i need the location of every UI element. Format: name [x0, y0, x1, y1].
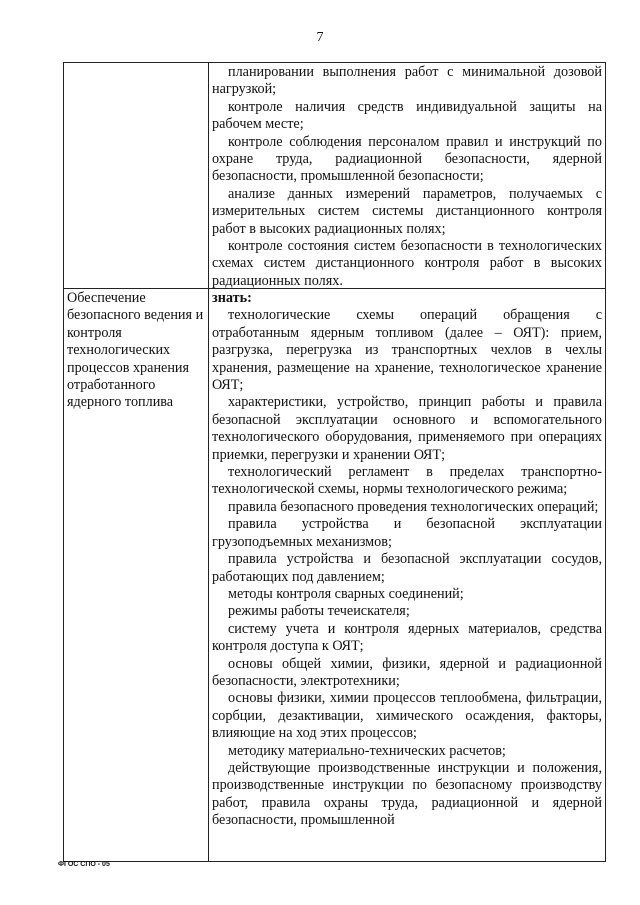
row2-requirements-cell — [212, 290, 602, 830]
know-heading: знать: — [212, 290, 252, 306]
requirement-item: основы общей химии, физики, ядерной и радиационной безопасности, электротехники; — [212, 655, 602, 689]
requirement-item: правила устройства и безопасной эксплуатации грузоподъемных механизмов; — [212, 516, 602, 550]
requirement-item: характеристики, устройство, принцип работы и правила безопасной эксплуатации основного и вспомогательного технологического оборудования, применяемого при операциях приемки, перегрузки и хранении ОЯТ; — [212, 394, 602, 463]
requirement-item: контроле соблюдения персоналом правил и инструкций по охране труда, радиационной безопасности, ядерной безопасности, промышленной безопасности; — [212, 133, 602, 185]
column-divider — [208, 62, 209, 862]
row1-requirements-cell — [212, 64, 602, 290]
requirement-item: методику материально-технических расчетов; — [228, 742, 506, 759]
row2-activity-cell: Обеспечение безопасного ведения и контроля технологических процессов хранения отработанного ядерного топлива — [67, 290, 204, 411]
requirement-item: режимы работы течеискателя; — [228, 603, 410, 620]
requirement-item: планировании выполнения работ с минимальной дозовой нагрузкой; — [212, 64, 602, 98]
requirement-item: действующие производственные инструкции и положения, производственные инструкции по безопасному производству работ, правила охраны труда, радиационной и ядерной безопасности, промышленной — [212, 759, 602, 829]
requirement-item: технологические схемы операций обращения с отработанным ядерным топливом (далее – ОЯТ): прием, разгрузка, перегрузка из транспортных чехлов в чехлы хранения, размещение на хранение, технологическое хранение ОЯТ; — [212, 307, 602, 394]
requirement-item: контроле наличия средств индивидуальной защиты на рабочем месте; — [212, 98, 602, 133]
requirement-item: анализе данных измерений параметров, получаемых с измерительных систем системы дистанционного контроля работ в высоких радиационных полях; — [212, 185, 602, 237]
footer-code: ФГОС СПО - 05 — [58, 861, 110, 868]
requirement-item: технологический регламент в пределах транспортно-технологической схемы, нормы технологического режима; — [212, 464, 602, 498]
page-number: 7 — [316, 30, 324, 45]
requirement-item: правила устройства и безопасной эксплуатации сосудов, работающих под давлением; — [212, 551, 602, 585]
requirement-item: основы физики, химии процессов теплообмена, фильтрации, сорбции, дезактивации, химического осаждения, факторы, влияющие на ход этих процессов; — [212, 690, 602, 742]
requirement-item: методы контроля сварных соединений; — [228, 585, 464, 602]
requirement-item: контроле состояния систем безопасности в технологических схемах систем дистанционного контроля работ в высоких радиационных полях. — [212, 238, 602, 289]
requirement-item: систему учета и контроля ядерных материалов, средства контроля доступа к ОЯТ; — [212, 620, 602, 655]
requirement-item: правила безопасного проведения технологических операций; — [228, 498, 599, 515]
